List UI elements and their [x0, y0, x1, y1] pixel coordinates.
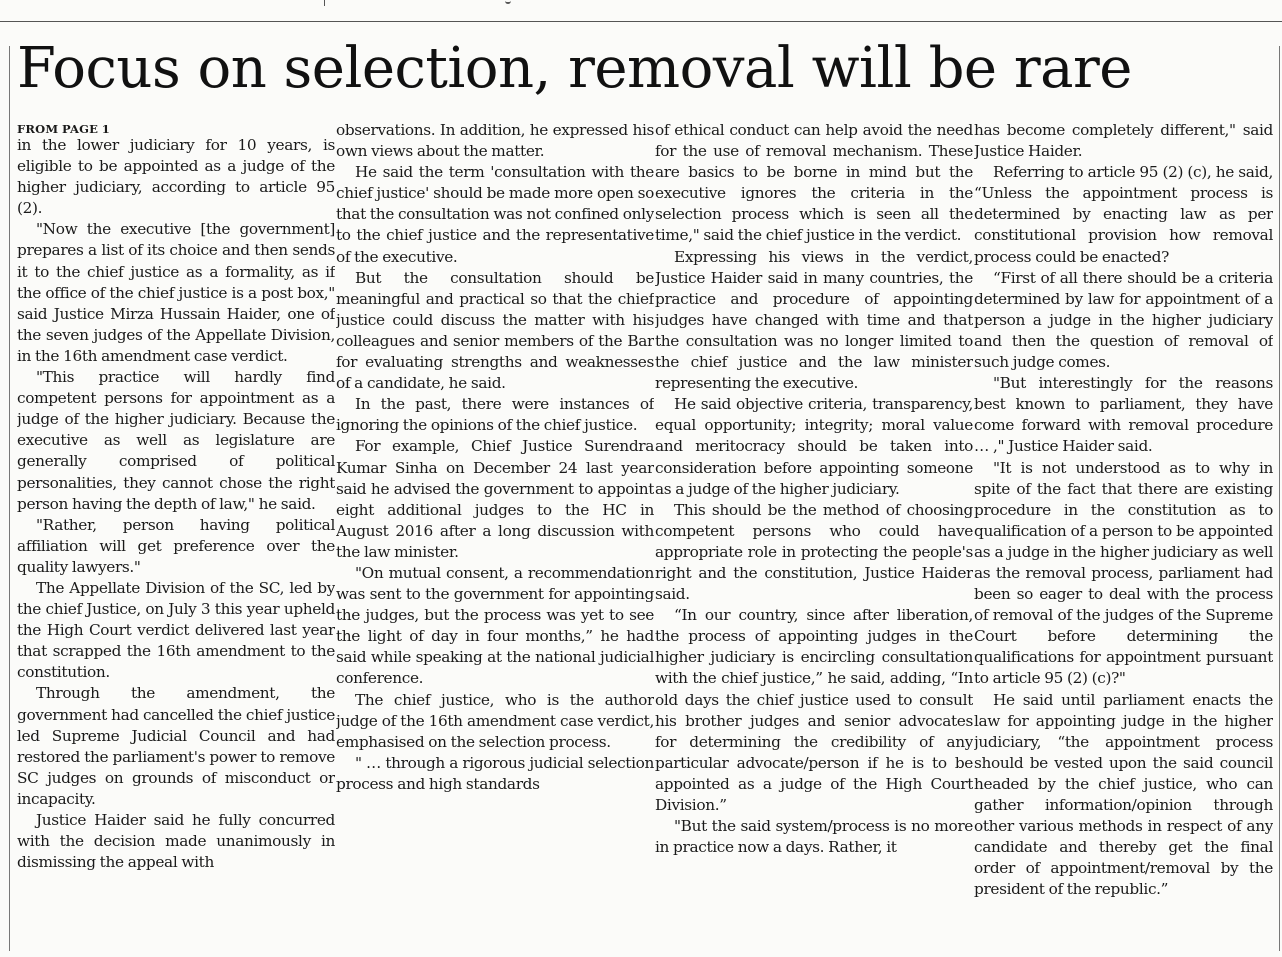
paragraph: For example, Chief Justice Surendra Kumar Sinha on December 24 last year said he advised the government to appoint eight additional judges to the HC in August 2016 after a long discussion with the law minister. [336, 437, 654, 561]
paragraph: "This practice will hardly find competent persons for appointment as a judge of the higher judiciary. Because the executive as well as legislature are generally comprised of political personalities, they cannot chose the right person having the depth of law," he said. [17, 368, 335, 513]
paragraph: "Now the executive [the government] prepares a list of its choice and then sends it to the chief justice as a formality, as if the office of the chief justice is a post box," said Justice Mirza Hussain Haider, one of the seven judges of the Appellate Division, in the 16th amendment case verdict. [17, 220, 335, 365]
top-rule [0, 21, 1282, 22]
paragraph: "On mutual consent, a recommendation was sent to the government for appointing the judges, but the process was yet to see the light of day in four months,” he had said while speaking at the national judicial conference. [336, 563, 654, 688]
article-column-2 [336, 120, 654, 950]
paragraph: "It is not understood as to why in spite of the fact that there are existing procedure in the constitution as to qualification of a person to be appointed as a judge in the higher judiciary as well as the removal process, parliament had been so eager to deal with the process of removal of the judges of the Supreme Court before determining the qualifications for appointment pursuant to article 95 (2) (c)?" [974, 458, 1273, 688]
article-column-3 [655, 120, 973, 950]
paragraph: The chief justice, who is the author judge of the 16th amendment case verdict, emphasised on the selection process. [336, 690, 654, 751]
paragraph: "But the said system/process is no more in practice now a days. Rather, it [655, 817, 973, 857]
paragraph: observations. In addition, he expressed his own views about the matter. [336, 121, 654, 161]
paragraph: Through the amendment, the government had cancelled the chief justice led Supreme Judicial Council and had restored the parliament's power to remove SC judges on grounds of misconduct or incapacity. [17, 684, 335, 808]
paragraph: He said the term 'consultation with the chief justice' should be made more open so that the consultation was not confined only to the chief justice and the representative of the executive. [336, 163, 654, 266]
kicker-from-page: FROM PAGE 1 [17, 122, 110, 136]
left-column-rule [9, 46, 10, 951]
paragraph: "But interestingly for the reasons best known to parliament, they have come forward with removal procedure … ," Justice Haider said. [974, 374, 1273, 456]
paragraph: But the consultation should be meaningful and practical so that the chief justice could discuss the matter with his colleagues and senior members of the Bar for evaluating strengths and weaknesses of a candidate, he said. [336, 268, 654, 393]
paragraph: “First of all there should be a criteria determined by law for appointment of a person a judge in the higher judiciary and then the question of removal of such judge comes. [974, 268, 1273, 372]
paragraph: He said objective criteria, transparency, equal opportunity; integrity; moral value and meritocracy should be taken into consideration before appointing someone as a judge of the higher judiciary. [655, 395, 973, 498]
right-column-rule [1279, 46, 1280, 951]
paragraph: He said until parliament enacts the law for appointing judge in the higher judiciary, “the appointment process should be vested upon the said council headed by the chief justice, who can gather information/opinion through other various methods in respect of any candidate and thereby get the final order of appointment/removal by the president of the republic.” [974, 690, 1273, 899]
paragraph: In the past, there were instances of ignoring the opinions of the chief justice. [336, 395, 654, 435]
paragraph: has become completely different," said Justice Haider. [974, 121, 1273, 161]
paragraph: Expressing his views in the verdict, Justice Haider said in many countries, the practice and procedure of appointing judges have changed with time and that the consultation was no longer limited to the chief justice and the law minister representing the executive. [655, 247, 973, 393]
cropped-glyph [505, 0, 511, 4]
paragraph: Justice Haider said he fully concurred with the decision made unanimously in dismissing the appeal with [17, 811, 335, 872]
headline: Focus on selection, removal will be rare [17, 36, 1132, 101]
paragraph: "Rather, person having political affiliation will get preference over the quality lawyers." [17, 515, 335, 576]
paragraph: in the lower judiciary for 10 years, is eligible to be appointed as a judge of the higher judiciary, according to article 95 (2). [17, 136, 335, 218]
paragraph: " … through a rigorous judicial selection process and high standards [336, 753, 654, 793]
paragraph: The Appellate Division of the SC, led by the chief Justice, on July 3 this year upheld the High Court verdict delivered last year that scrapped the 16th amendment to the constitution. [17, 578, 335, 682]
paragraph: “In our country, since after liberation, the process of appointing judges in the higher judiciary is encircling consultation with the chief justice,” he said, adding, “In old days the chief justice used to consult his brother judges and senior advocates for determining the credibility of any particular advocate/person if he is to be appointed as a judge of the High Court Division.” [655, 606, 973, 814]
paragraph: of ethical conduct can help avoid the need for the use of removal mechanism. These are basics to be borne in mind but the executive ignores the criteria in the selection process which is seen all the time," said the chief justice in the verdict. [655, 121, 973, 245]
paragraph: Referring to article 95 (2) (c), he said, “Unless the appointment process is determined by enacting law as per constitutional provision how removal process could be enacted? [974, 163, 1273, 266]
article-column-1 [17, 120, 335, 950]
top-divider-tick [324, 0, 325, 6]
article-column-4 [974, 120, 1273, 950]
paragraph: This should be the method of choosing competent persons who could have appropriate role in protecting the people's right and the constitution, Justice Haider said. [655, 500, 973, 604]
